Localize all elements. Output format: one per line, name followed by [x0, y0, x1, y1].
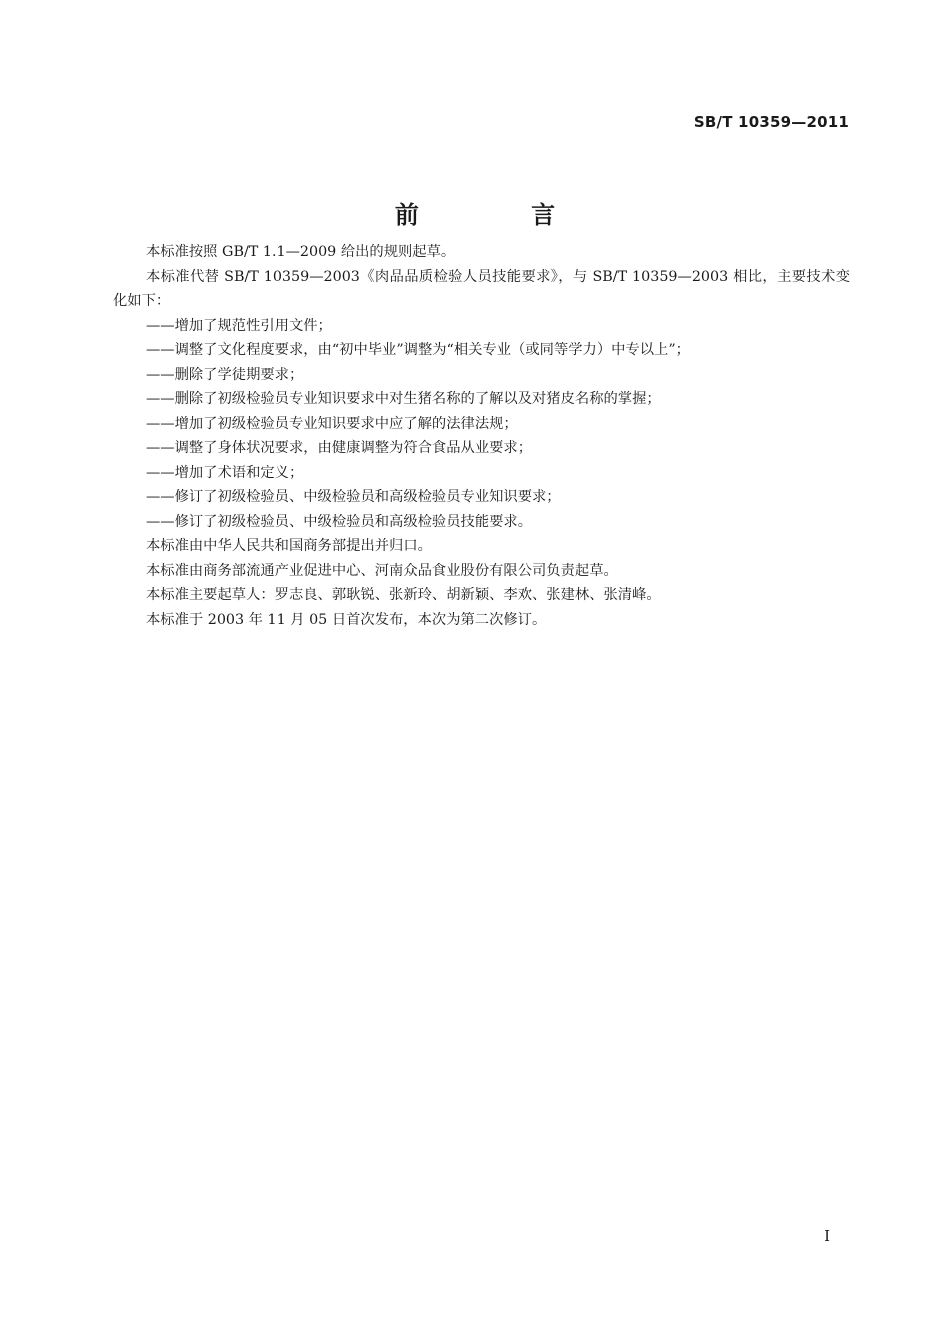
changes-list	[113, 314, 850, 535]
list-item: ——增加了初级检验员专业知识要求中应了解的法律法规；	[146, 415, 518, 432]
paragraph-drafting-rules: 本标准按照 GB/T 1.1—2009 给出的规则起草。	[146, 244, 456, 260]
paragraph-drafters: 本标准主要起草人：罗志良、郭耿锐、张新玲、胡新颖、李欢、张建林、张清峰。	[146, 587, 661, 603]
paragraph-drafted-by: 本标准由商务部流通产业促进中心、河南众品食业股份有限公司负责起草。	[146, 562, 618, 579]
list-item: ——调整了文化程度要求，由“初中毕业”调整为“相关专业（或同等学力）中专以上”；	[146, 342, 690, 358]
list-item: ——删除了学徒期要求；	[146, 366, 304, 383]
paragraph-proposed-by: 本标准由中华人民共和国商务部提出并归口。	[146, 538, 432, 554]
list-item: ——修订了初级检验员、中级检验员和高级检验员专业知识要求；	[146, 489, 561, 505]
list-item: ——调整了身体状况要求，由健康调整为符合食品从业要求；	[146, 440, 533, 456]
list-item: ——增加了术语和定义；	[146, 464, 304, 481]
paragraph-replacement: 本标准代替 SB/T 10359—2003《肉品品质检验人员技能要求》，与 SB/T 10359—2003 相比，主要技术变化如下：	[113, 268, 850, 309]
list-item: ——修订了初级检验员、中级检验员和高级检验员技能要求。	[146, 513, 533, 530]
foreword-body	[113, 240, 850, 632]
standard-code: SB/T 10359—2011	[693, 113, 849, 131]
list-item: ——删除了初级检验员专业知识要求中对生猪名称的了解以及对猪皮名称的掌握；	[146, 391, 661, 407]
page-title: 前 言	[394, 201, 608, 229]
paragraph-publication-history: 本标准于 2003 年 11 月 05 日首次发布，本次为第二次修订。	[146, 611, 547, 628]
page-number: I	[824, 1227, 830, 1245]
list-item: ——增加了规范性引用文件；	[146, 317, 332, 334]
